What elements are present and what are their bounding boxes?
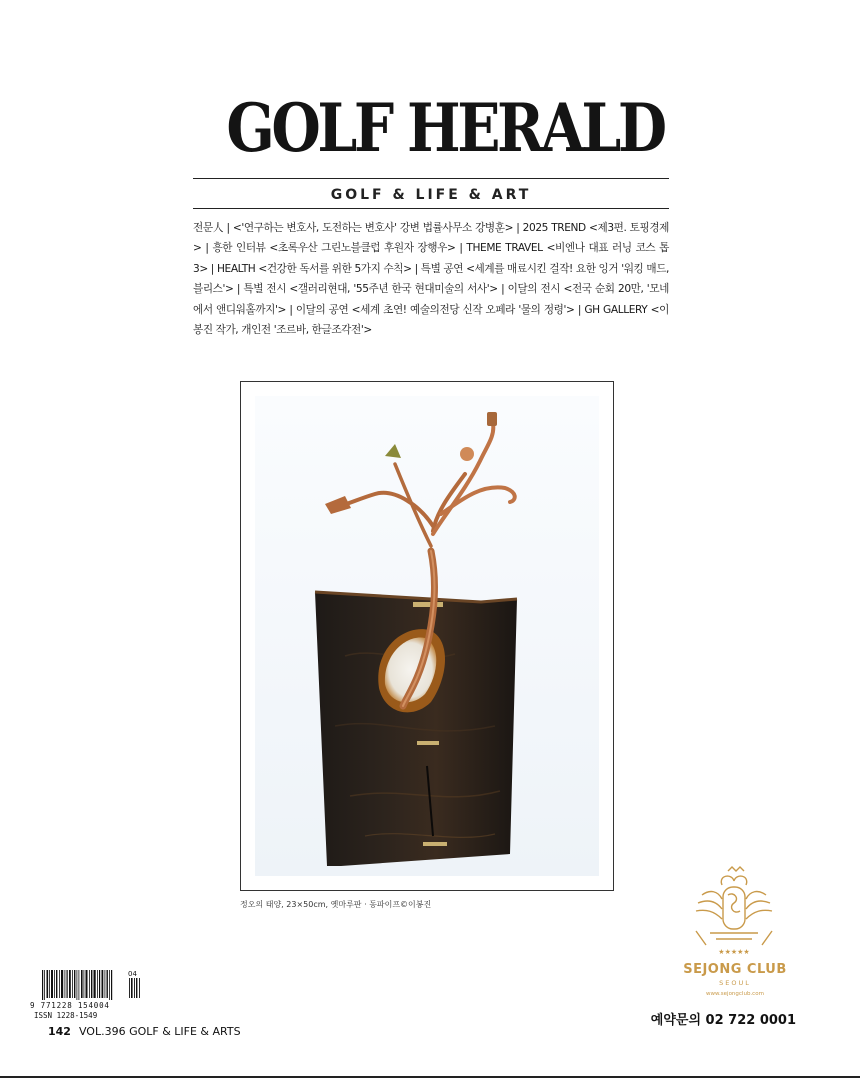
masthead-rule-bottom <box>193 208 669 209</box>
barcode-addon-number: 04 <box>128 970 137 978</box>
magazine-masthead: GOLF HERALD <box>226 89 664 167</box>
issn-number: ISSN 1228-1549 <box>34 1011 98 1020</box>
page-bottom-rule <box>0 1076 860 1078</box>
logo-stars: ★★★★★ <box>718 948 750 955</box>
masthead-rule-top <box>193 178 669 179</box>
artwork-photo <box>255 396 599 876</box>
club-name: SEJONG CLUB <box>683 962 787 977</box>
page-number: 142 <box>48 1025 71 1038</box>
contents-listing: 전문人 | <'연구하는 변호사, 도전하는 변호사' 강변 법률사무소 강병훈> | 2025 TREND <제3편. 토핑경제> | 흥한 인터뷰 <초록우산 그린노블클럽 후원자 장행우> | THEME TRAVEL <비엔나 대표 러닝 코스 톱3> | HEALTH <건강한 독서를 위한 5가지 수칙> | 특별 공연 <세계를 매료시킨 걸작! 요한 잉거 '워킹 매드, 블리스'> | 특별 전시 <갤러리현대, '55주년 한국 현대미술의 서사'> | 이달의 전시 <전국 순회 20만, '모네에서 앤디워홀까지'> | 이달의 공연 <세계 초연! 예술의전당 신작 오페라 '물의 정령'> | GH GALLERY <이봉진 작가, 개인전 '조르바, 한글조각전'> <box>193 222 669 337</box>
artwork-frame <box>240 381 614 891</box>
sejong-club-logo-icon <box>692 865 776 955</box>
club-city: SEOUL <box>719 979 751 987</box>
sculpture-illustration <box>255 396 599 876</box>
magazine-tagline: GOLF & LIFE & ART <box>330 187 532 203</box>
page-folio <box>48 1025 241 1039</box>
barcode-number: 9 771228 154004 <box>30 1001 110 1010</box>
club-url: www.sejongclub.com <box>706 991 764 997</box>
reservation-phone: 예약문의 02 722 0001 <box>650 1013 796 1028</box>
issue-label: VOL.396 GOLF & LIFE & ARTS <box>78 1025 241 1038</box>
artwork-caption: 정오의 태양, 23×50cm, 옛마루판 · 동파이프©이봉진 <box>240 900 432 909</box>
